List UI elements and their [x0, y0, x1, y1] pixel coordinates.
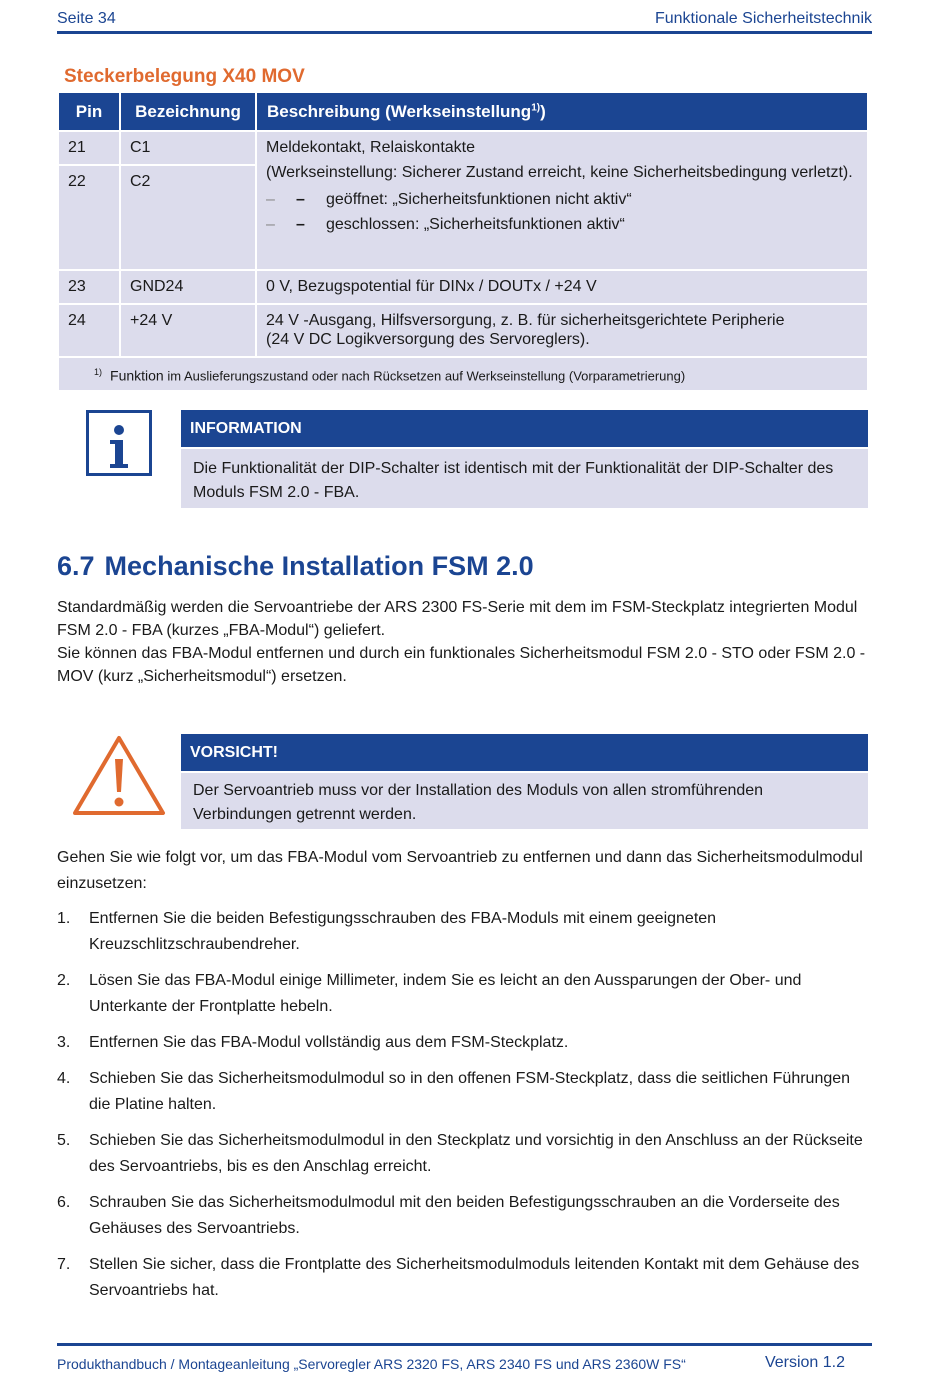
description-cell: 24 V -Ausgang, Hilfsversorgung, z. B. für sicherheitsgerichtete Peripherie (24 V DC Logikversorgung des Servoreglers). [257, 305, 867, 356]
list-item: 2. Lösen Sie das FBA-Modul einige Millimeter, indem Sie es leicht an den Aussparungen der Ober- und Unterkante der Frontplatte hebeln. [57, 972, 802, 1015]
table-title: Steckerbelegung X40 MOV [64, 66, 305, 87]
name-cell: C2 [121, 166, 255, 269]
relay-line-2: (Werkseinstellung: Sicherer Zustand erreicht, keine Sicherheitsbedingung verletzt). [266, 164, 853, 181]
intro-paragraph: Standardmäßig werden die Servoantriebe der ARS 2300 FS-Serie mit dem im FSM-Steckplatz integrierten Modul FSM 2.0 - FBA (kurzes „FBA-Modul“) geliefert. Sie können das FBA-Modul entfernen und durch ein funktionales Sicherheitsmodul FSM 2.0 - STO oder FSM 2.0 - MOV (kurz „Sicherheitsmodul“) ersetzen. [57, 599, 866, 685]
table-row [59, 305, 867, 356]
list-item: 6. Schrauben Sie das Sicherheitsmodulmodul mit den beiden Befestigungsschrauben an die Vorderseite des Gehäuses des Servoantriebs. [57, 1194, 840, 1237]
header-pin: Pin [59, 93, 119, 130]
pin-cell: 21 [59, 132, 119, 164]
caution-text: Der Servoantrieb muss vor der Installation des Moduls von allen stromführenden Verbindungen getrennt werden. [181, 773, 868, 829]
list-item: 3. Entfernen Sie das FBA-Modul vollständig aus dem FSM-Steckplatz. [57, 1034, 569, 1051]
list-item: 1. Entfernen Sie die beiden Befestigungsschrauben des FBA-Moduls mit einem geeigneten Kreuzschlitzschraubendreher. [57, 910, 717, 953]
page-number: Seite 34 [57, 10, 116, 27]
info-icon [86, 410, 152, 476]
list-item: 5. Schieben Sie das Sicherheitsmodulmodul in den Steckplatz und vorsichtig in den Anschluss an der Rückseite des Servoantriebs, bis es den Anschlag erreicht. [57, 1132, 863, 1175]
footer-rule [57, 1343, 872, 1346]
procedure-intro: Gehen Sie wie folgt vor, um das FBA-Modul vom Servoantrieb zu entfernen und dann das Sicherheitsmodulmodul einzusetzen: [57, 849, 863, 892]
name-cell: GND24 [121, 271, 255, 303]
table-footnote-row [59, 358, 867, 390]
section-heading [57, 551, 534, 582]
pin-cell: 24 [59, 305, 119, 356]
header-rule [57, 31, 872, 34]
dash-item: – – geöffnet: „Sicherheitsfunktionen nicht aktiv“ [266, 191, 632, 208]
list-item: 7. Stellen Sie sicher, dass die Frontplatte des Sicherheitsmodulmoduls leitenden Kontakt mit dem Gehäuse des Servoantriebs hat. [57, 1256, 860, 1299]
info-text: Die Funktionalität der DIP-Schalter ist identisch mit der Funktionalität der DIP-Schalter des Moduls FSM 2.0 - FBA. [181, 449, 868, 508]
table-footnote: $^{1)}$ Funktion im Auslieferungszustand oder nach Rücksetzen auf Werkseinstellung (Vorparametrierung) [59, 358, 867, 390]
table-row [59, 271, 867, 303]
table-header-row [59, 93, 867, 130]
relay-line-1: Meldekontakt, Relaiskontakte [266, 139, 475, 156]
info-title: INFORMATION [181, 410, 868, 447]
description-cell: 0 V, Bezugspotential für DINx / DOUTx / +24 V [257, 271, 867, 303]
name-cell: C1 [121, 132, 255, 164]
chapter-title: Funktionale Sicherheitstechnik [654, 10, 872, 27]
warning-triangle-icon [72, 734, 166, 816]
list-item: 4. Schieben Sie das Sicherheitsmodulmodul so in den offenen FSM-Steckplatz, dass die seitlichen Führungen die Platine halten. [57, 1070, 851, 1113]
footer-version: Version 1.2 [764, 1354, 845, 1371]
header-name: Bezeichnung [121, 93, 255, 130]
name-cell: +24 V [121, 305, 255, 356]
page-header [57, 10, 872, 32]
section-title: Mechanische Installation FSM 2.0 [104, 551, 534, 581]
steps-list [57, 906, 869, 1314]
section-number: 6.7 [57, 551, 95, 581]
pin-assignment-table [57, 91, 869, 392]
pin-cell: 22 [59, 166, 119, 269]
dash-item: – – geschlossen: „Sicherheitsfunktionen aktiv“ [266, 216, 625, 233]
pin-cell: 23 [59, 271, 119, 303]
relay-description-cell [257, 132, 867, 269]
table-row [59, 132, 867, 164]
caution-title: VORSICHT! [181, 734, 868, 771]
header-description: Beschreibung (Werkseinstellung$^{1)}$) [257, 93, 867, 130]
footer-document-title: Produkthandbuch / Montageanleitung „Servoregler ARS 2320 FS, ARS 2340 FS und ARS 2360W FS“ [57, 1356, 686, 1372]
